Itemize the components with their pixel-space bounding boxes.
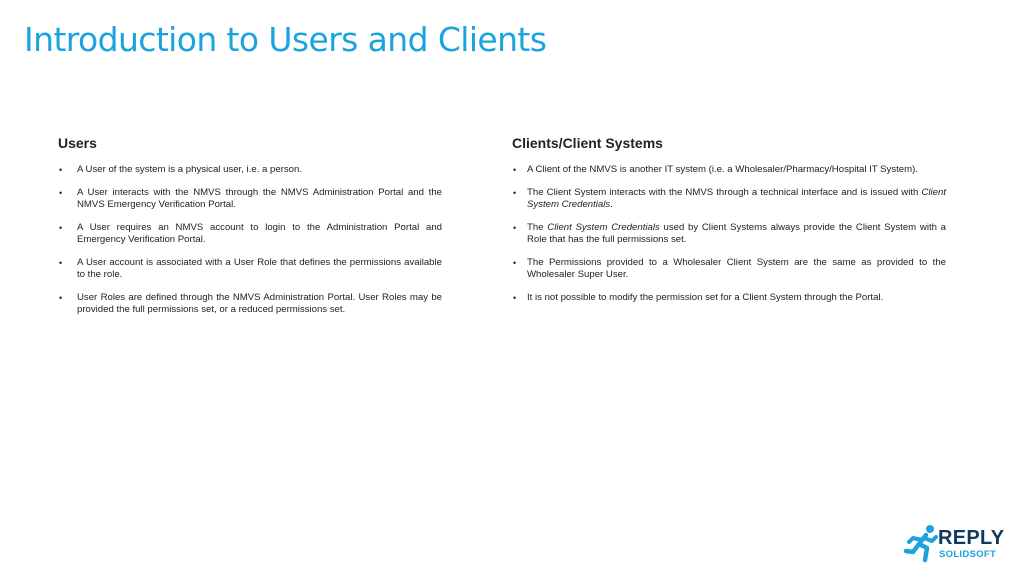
bullet-icon: •	[59, 258, 63, 268]
reply-solidsoft-logo	[904, 524, 1016, 564]
bullet-icon: •	[59, 223, 63, 233]
users-bullet-list	[58, 164, 442, 316]
bullet-icon: •	[513, 293, 517, 303]
logo-wordmark: REPLY	[938, 527, 1005, 549]
users-bullet-item	[58, 164, 442, 176]
clients-bullet-text: A Client of the NMVS is another IT system (i.e. a Wholesaler/Pharmacy/Hospital IT System).	[527, 164, 918, 175]
clients-bullet-text: The Permissions provided to a Wholesaler Client System are the same as provided to the Wholesaler Super User.	[527, 257, 946, 280]
clients-bullet-item	[512, 257, 946, 281]
clients-heading: Clients/Client Systems	[512, 135, 663, 151]
clients-bullet-item	[512, 292, 946, 304]
users-bullet-text: User Roles are defined through the NMVS Administration Portal. User Roles may be provided the full permissions set, or a reduced permissions set.	[77, 292, 442, 315]
clients-bullet-text: It is not possible to modify the permission set for a Client System through the Portal.	[527, 292, 884, 303]
users-heading: Users	[58, 135, 97, 151]
clients-bullet-item	[512, 164, 946, 176]
bullet-icon: •	[513, 223, 517, 233]
clients-bullet-item	[512, 222, 946, 246]
clients-bullet-text	[527, 222, 946, 245]
users-bullet-item	[58, 222, 442, 246]
users-bullet-text: A User interacts with the NMVS through the NMVS Administration Portal and the NMVS Emergency Verification Portal.	[77, 187, 442, 210]
users-bullet-text: A User requires an NMVS account to login to the Administration Portal and Emergency Verification Portal.	[77, 222, 442, 245]
users-bullet-item	[58, 187, 442, 211]
users-bullet-item	[58, 292, 442, 316]
logo-subtitle: SOLIDSOFT	[939, 549, 997, 560]
users-bullet-text: A User account is associated with a User Role that defines the permissions available to the role.	[77, 257, 442, 280]
users-bullet-item	[58, 257, 442, 281]
clients-bullet-text-prefix: The	[527, 222, 544, 233]
client-credentials-term: Client System Credentials	[547, 222, 660, 233]
slide-title: Introduction to Users and Clients	[24, 20, 547, 59]
clients-bullet-item	[512, 187, 946, 211]
clients-bullet-list	[512, 164, 946, 304]
clients-bullet-text-end: .	[610, 199, 613, 210]
bullet-icon: •	[59, 293, 63, 303]
bullet-icon: •	[513, 258, 517, 268]
bullet-icon: •	[59, 165, 63, 175]
users-column	[58, 134, 442, 327]
clients-bullet-text-rest: used by Client Systems always provide the Client System with a Role that has the full permissions set.	[527, 222, 947, 245]
bullet-icon: •	[59, 188, 63, 198]
clients-bullet-text-main: The Client System interacts with the NMVS through a technical interface and is issued with	[527, 187, 919, 198]
reply-runner-logo-icon	[904, 524, 938, 564]
client-credentials-term: Client System Credentials	[527, 187, 946, 210]
clients-column	[512, 134, 946, 315]
bullet-icon: •	[513, 188, 517, 198]
clients-bullet-text	[527, 187, 946, 210]
users-bullet-text: A User of the system is a physical user, i.e. a person.	[77, 164, 303, 175]
bullet-icon: •	[513, 165, 517, 175]
